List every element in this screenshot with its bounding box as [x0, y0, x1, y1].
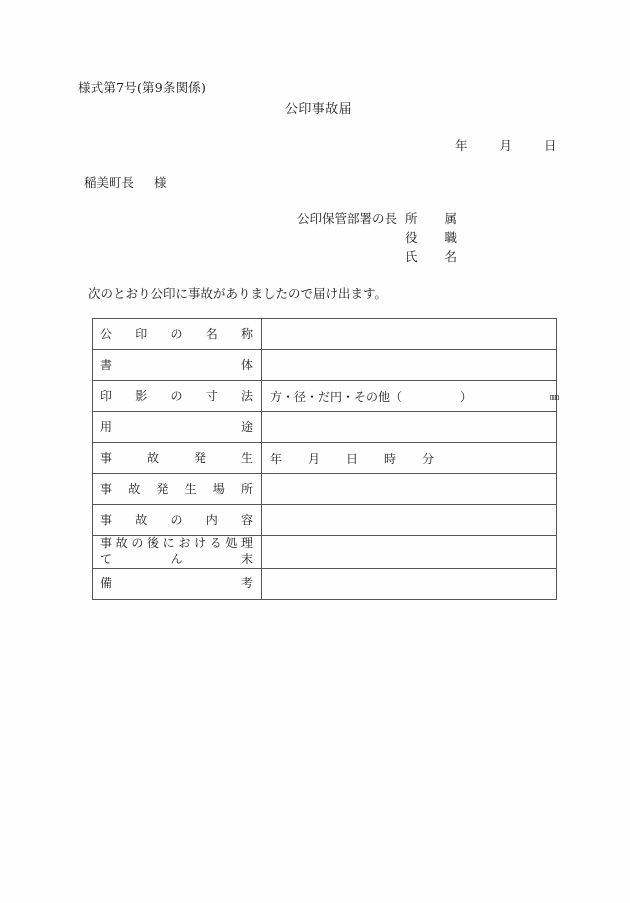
date-line [455, 136, 556, 154]
incident-year: 年 [270, 451, 283, 466]
form-number: 様式第7号(第9条関係) [78, 80, 207, 95]
signature-field-position: 役職 [405, 230, 457, 245]
row-value-remarks[interactable] [262, 568, 557, 599]
row-label-remarks: 備考 [93, 568, 262, 599]
table-row [93, 350, 557, 381]
row-label-incident-place: 事故発生場所 [93, 474, 262, 505]
row-label-seal-size: 印影の寸法 [93, 381, 262, 412]
table-row [93, 536, 557, 569]
row-value-usage[interactable] [262, 412, 557, 443]
row-label-post-incident-handling: 事故の後における処理 てん末 [93, 536, 262, 569]
incident-hour: 時 [384, 451, 397, 466]
addressee-suffix: 様 [154, 175, 167, 190]
row-value-typeface[interactable] [262, 350, 557, 381]
row-value-incident-details[interactable] [262, 505, 557, 536]
row-label-typeface: 書体 [93, 350, 262, 381]
incident-datetime-fields [270, 452, 434, 466]
seal-size-paren-close: ） [460, 389, 473, 404]
row-value-seal-size[interactable] [262, 381, 557, 412]
signature-row-affiliation [297, 209, 457, 228]
signature-lead-label: 公印保管部署の長 [297, 211, 398, 226]
table-row [93, 474, 557, 505]
row-value-seal-name[interactable] [262, 319, 557, 350]
incident-report-table [92, 318, 557, 600]
row-value-incident-place[interactable] [262, 474, 557, 505]
row-value-post-incident-handling[interactable] [262, 536, 557, 569]
addressee-name: 稲美町長 [84, 175, 135, 190]
date-year: 年 [455, 138, 468, 153]
row-value-incident-datetime[interactable] [262, 443, 557, 474]
row-label-incident-datetime: 事故発生 [93, 443, 262, 474]
signature-field-name: 氏名 [405, 249, 457, 264]
row-label-usage: 用途 [93, 412, 262, 443]
incident-month: 月 [308, 451, 321, 466]
seal-size-unit: ㎜ [550, 392, 559, 403]
table-row [93, 319, 557, 350]
seal-size-options-text: 方・径・だ円・その他（ [270, 389, 403, 404]
date-day: 日 [543, 138, 557, 153]
page-title: 公印事故届 [285, 102, 353, 117]
row-label-incident-details: 事故の内容 [93, 505, 262, 536]
signature-field-affiliation: 所属 [405, 211, 457, 226]
incident-minute: 分 [422, 451, 435, 466]
table-row [93, 443, 557, 474]
row-label-seal-name: 公印の名称 [93, 319, 262, 350]
table-row [93, 568, 557, 599]
addressee [84, 173, 167, 191]
seal-size-options [270, 390, 559, 404]
table-row [93, 505, 557, 536]
signature-block [297, 209, 457, 266]
date-month: 月 [499, 138, 512, 153]
incident-day: 日 [346, 451, 359, 466]
table-row [93, 381, 557, 412]
signature-row-position [297, 228, 457, 247]
signature-row-name [297, 247, 457, 266]
body-text: 次のとおり公印に事故がありましたので届け出ます。 [88, 286, 388, 301]
table-row [93, 412, 557, 443]
